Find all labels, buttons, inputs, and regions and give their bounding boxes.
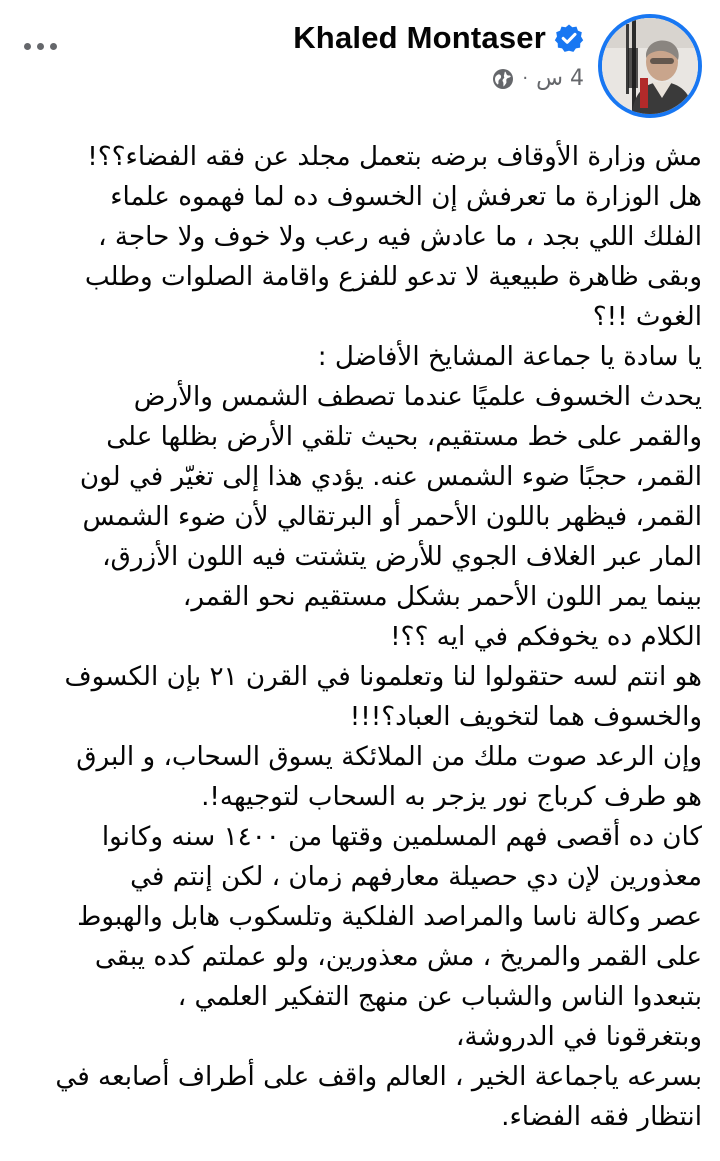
avatar[interactable] <box>598 14 702 118</box>
post-text-line: على القمر والمريخ ، مش معذورين، ولو عملتم كده يبقى <box>94 942 702 972</box>
post-text-line: المار عبر الغلاف الجوي للأرض يتشتت فيه اللون الأزرق، <box>102 542 702 572</box>
post-text-line: وإن الرعد صوت ملك من الملائكة يسوق السحاب، و البرق <box>76 742 702 772</box>
post-text-line: يا سادة يا جماعة المشايخ الأفاضل : <box>317 342 702 372</box>
more-options-button[interactable] <box>18 26 62 66</box>
more-options-icon <box>24 43 31 50</box>
post-text-line: انتظار فقه الفضاء. <box>501 1102 702 1132</box>
post-text-line: القمر، فيظهر باللون الأحمر أو البرتقالي لأن ضوء الشمس <box>82 502 702 532</box>
post-text-line: وبقى ظاهرة طبيعية لا تدعو للفزع واقامة الصلوات وطلب <box>84 262 702 292</box>
post-text-line: الفلك اللي بجد ، ما عادش فيه رعب ولا خوف ولا حاجة ، <box>98 222 702 252</box>
post-meta <box>293 66 584 91</box>
post-timestamp[interactable]: 4 س <box>536 66 584 91</box>
profile-photo <box>602 18 698 114</box>
post-text-line: هو طرف كرباج نور يزجر به السحاب لتوجيهه!. <box>201 782 702 812</box>
post-text-line: مش وزارة الأوقاف برضه بتعمل مجلد عن فقه الفضاء؟؟! <box>87 142 702 172</box>
post-text-line: هل الوزارة ما تعرفش إن الخسوف ده لما فهموه علماء <box>110 182 702 212</box>
post-text-line: يحدث الخسوف علميًا عندما تصطف الشمس والأرض <box>133 382 702 412</box>
post-text-line: والقمر على خط مستقيم، بحيث تلقي الأرض بظلها على <box>106 422 702 452</box>
post-text-line: كان ده أقصى فهم المسلمين وقتها من ١٤٠٠ سنه وكانوا <box>101 822 702 852</box>
more-options-icon-dot <box>50 43 57 50</box>
post-text-line: بينما يمر اللون الأحمر بشكل مستقيم نحو القمر، <box>182 582 702 612</box>
post-text-line: والخسوف هما لتخويف العباد؟!!! <box>349 702 702 732</box>
post-text-line: معذورين لإن دي حصيلة معارفهم زمان ، لكن إنتم في <box>130 862 702 892</box>
verified-badge-icon <box>554 23 584 53</box>
post-text-line: الكلام ده يخوفكم في ايه ؟؟! <box>390 622 702 652</box>
globe-icon[interactable] <box>492 68 514 90</box>
meta-separator: · <box>522 67 529 89</box>
post-body <box>40 137 702 1137</box>
post-text-line: وبتغرقونا في الدروشة، <box>456 1022 702 1052</box>
post-text-line: بتبعدوا الناس والشباب عن منهج التفكير العلمي ، <box>177 982 702 1012</box>
post-text-line: الغوث !!؟ <box>592 302 702 332</box>
post-header <box>0 0 720 130</box>
post-text-line: بسرعه ياجماعة الخير ، العالم واقف على أطراف أصابعه في <box>55 1062 702 1092</box>
author-name[interactable]: Khaled Montaser <box>293 20 546 55</box>
post-text-line: عصر وكالة ناسا والمراصد الفلكية وتلسكوب هابل والهبوط <box>77 902 702 932</box>
post-text-line: هو انتم لسه حتقولوا لنا وتعلمونا في القرن ٢١ بإن الكسوف <box>64 662 702 692</box>
author-block <box>293 20 584 91</box>
author-name-row <box>293 20 584 56</box>
more-options-icon-dot <box>37 43 44 50</box>
post-text-line: القمر، حجبًا ضوء الشمس عنه. يؤدي هذا إلى تغيّر في لون <box>79 462 702 492</box>
